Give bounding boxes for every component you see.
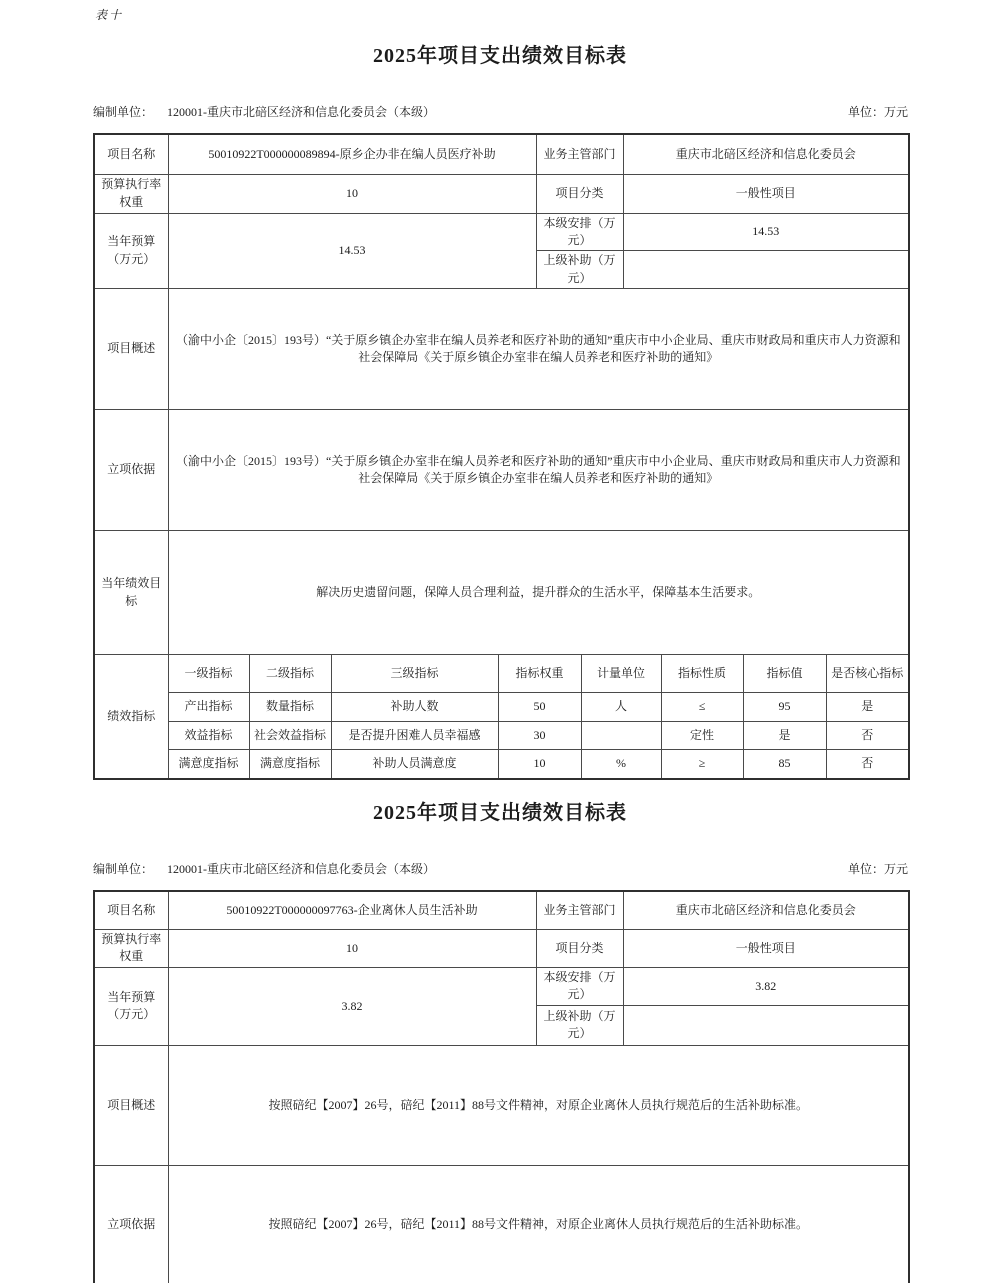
indicator-nature: 定性: [661, 722, 743, 750]
indicator-unit: %: [581, 750, 661, 779]
prepared-by-value: 120001-重庆市北碚区经济和信息化委员会（本级）: [167, 861, 436, 876]
indicator-level2: 数量指标: [249, 693, 331, 722]
indicator-header-unit: 计量单位: [581, 655, 661, 693]
exec-rate-label: 预算执行率权重: [94, 174, 168, 213]
overview-text: （渝中小企〔2015〕193号）“关于原乡镇企办室非在编人员养老和医疗补助的通知”重庆市中小企业局、重庆市财政局和重庆市人力资源和社会保障局《关于原乡镇企办室非在编人员养老和医疗补助的通知》: [168, 289, 909, 410]
prepared-by-value: 120001-重庆市北碚区经济和信息化委员会（本级）: [167, 105, 436, 119]
superior-subsidy-label: 上级补助（万元）: [536, 251, 623, 289]
basis-label: 立项依据: [94, 1165, 168, 1283]
indicator-header-nature: 指标性质: [661, 655, 743, 693]
annual-goal-label: 当年绩效目标: [94, 531, 168, 655]
indicator-weight: 10: [498, 750, 581, 779]
local-arrangement-value: 14.53: [623, 213, 909, 251]
indicator-level3: 补助人员满意度: [331, 750, 498, 779]
budget-value: 3.82: [168, 967, 536, 1045]
overview-text: 按照碚纪【2007】26号，碚纪【2011】88号文件精神，对原企业离休人员执行规范后的生活补助标准。: [168, 1045, 909, 1165]
performance-table-2: [93, 890, 910, 1283]
category-value: 一般性项目: [623, 174, 909, 213]
superior-subsidy-value: [623, 251, 909, 289]
table-row: [94, 213, 909, 251]
indicator-unit: 人: [581, 693, 661, 722]
indicator-nature: ≥: [661, 750, 743, 779]
indicator-level1: 满意度指标: [168, 750, 249, 779]
exec-rate-value: 10: [168, 930, 536, 968]
local-arrangement-value: 3.82: [623, 967, 909, 1005]
indicator-header-row: [94, 655, 909, 693]
prepared-by-label: 编制单位：: [93, 861, 154, 876]
table-number-note: 表十: [95, 8, 124, 22]
category-label: 项目分类: [536, 174, 623, 213]
dept-label: 业务主管部门: [536, 134, 623, 174]
table-row: [94, 174, 909, 213]
prepared-by-label: 编制单位：: [93, 105, 154, 119]
indicator-header-level3: 三级指标: [331, 655, 498, 693]
indicator-value: 95: [743, 693, 826, 722]
indicator-core: 是: [826, 693, 909, 722]
budget-label: 当年预算（万元）: [94, 213, 168, 289]
table-row: [94, 930, 909, 968]
project-name-value: 50010922T000000097763-企业离休人员生活补助: [168, 891, 536, 930]
indicator-level1: 效益指标: [168, 722, 249, 750]
section2-meta: [93, 862, 908, 877]
dept-value: 重庆市北碚区经济和信息化委员会: [623, 134, 909, 174]
superior-subsidy-label: 上级补助（万元）: [536, 1005, 623, 1045]
local-arrangement-label: 本级安排（万元）: [536, 213, 623, 251]
category-value: 一般性项目: [623, 930, 909, 968]
indicator-level3: 补助人数: [331, 693, 498, 722]
indicator-value: 是: [743, 722, 826, 750]
indicator-header-weight: 指标权重: [498, 655, 581, 693]
local-arrangement-label: 本级安排（万元）: [536, 967, 623, 1005]
indicator-header-level2: 二级指标: [249, 655, 331, 693]
project-name-label: 项目名称: [94, 891, 168, 930]
exec-rate-label: 预算执行率权重: [94, 930, 168, 968]
section1-meta: [93, 105, 908, 120]
table-row: [94, 1165, 909, 1283]
budget-label: 当年预算（万元）: [94, 967, 168, 1045]
indicator-value: 85: [743, 750, 826, 779]
superior-subsidy-value: [623, 1005, 909, 1045]
indicator-core: 否: [826, 722, 909, 750]
section1-meta-left: [93, 105, 435, 120]
indicator-row: [94, 693, 909, 722]
table-row: [94, 531, 909, 655]
dept-value: 重庆市北碚区经济和信息化委员会: [623, 891, 909, 930]
overview-label: 项目概述: [94, 289, 168, 410]
indicator-level2: 满意度指标: [249, 750, 331, 779]
table-row: [94, 891, 909, 930]
overview-label: 项目概述: [94, 1045, 168, 1165]
indicator-nature: ≤: [661, 693, 743, 722]
indicator-core: 否: [826, 750, 909, 779]
indicator-level1: 产出指标: [168, 693, 249, 722]
performance-table-1: [93, 133, 910, 780]
indicator-row: [94, 722, 909, 750]
indicators-label: 绩效指标: [94, 655, 168, 779]
indicator-header-level1: 一级指标: [168, 655, 249, 693]
currency-unit-label: 单位：万元: [847, 861, 908, 876]
indicator-header-core: 是否核心指标: [826, 655, 909, 693]
project-name-label: 项目名称: [94, 134, 168, 174]
section2-title: 2025年项目支出绩效目标表: [373, 801, 627, 824]
category-label: 项目分类: [536, 930, 623, 968]
project-name-value: 50010922T000000089894-原乡企办非在编人员医疗补助: [168, 134, 536, 174]
table-row: [94, 967, 909, 1005]
exec-rate-value: 10: [168, 174, 536, 213]
table-row: [94, 410, 909, 531]
indicator-weight: 50: [498, 693, 581, 722]
indicator-level3: 是否提升困难人员幸福感: [331, 722, 498, 750]
section1-title: 2025年项目支出绩效目标表: [373, 45, 627, 67]
basis-text: （渝中小企〔2015〕193号）“关于原乡镇企办室非在编人员养老和医疗补助的通知”重庆市中小企业局、重庆市财政局和重庆市人力资源和社会保障局《关于原乡镇企办室非在编人员养老和医疗补助的通知》: [168, 410, 909, 531]
table-row: [94, 1045, 909, 1165]
table-row: [94, 289, 909, 410]
indicator-unit: [581, 722, 661, 750]
indicator-weight: 30: [498, 722, 581, 750]
dept-label: 业务主管部门: [536, 891, 623, 930]
indicator-header-value: 指标值: [743, 655, 826, 693]
annual-goal-text: 解决历史遗留问题，保障人员合理利益，提升群众的生活水平，保障基本生活要求。: [168, 531, 909, 655]
indicator-row: [94, 750, 909, 779]
currency-unit-label: 单位：万元: [847, 105, 908, 119]
basis-text: 按照碚纪【2007】26号，碚纪【2011】88号文件精神，对原企业离休人员执行规范后的生活补助标准。: [168, 1165, 909, 1283]
table-row: [94, 134, 909, 174]
basis-label: 立项依据: [94, 410, 168, 531]
section2-meta-left: [93, 862, 435, 877]
indicator-level2: 社会效益指标: [249, 722, 331, 750]
budget-value: 14.53: [168, 213, 536, 289]
